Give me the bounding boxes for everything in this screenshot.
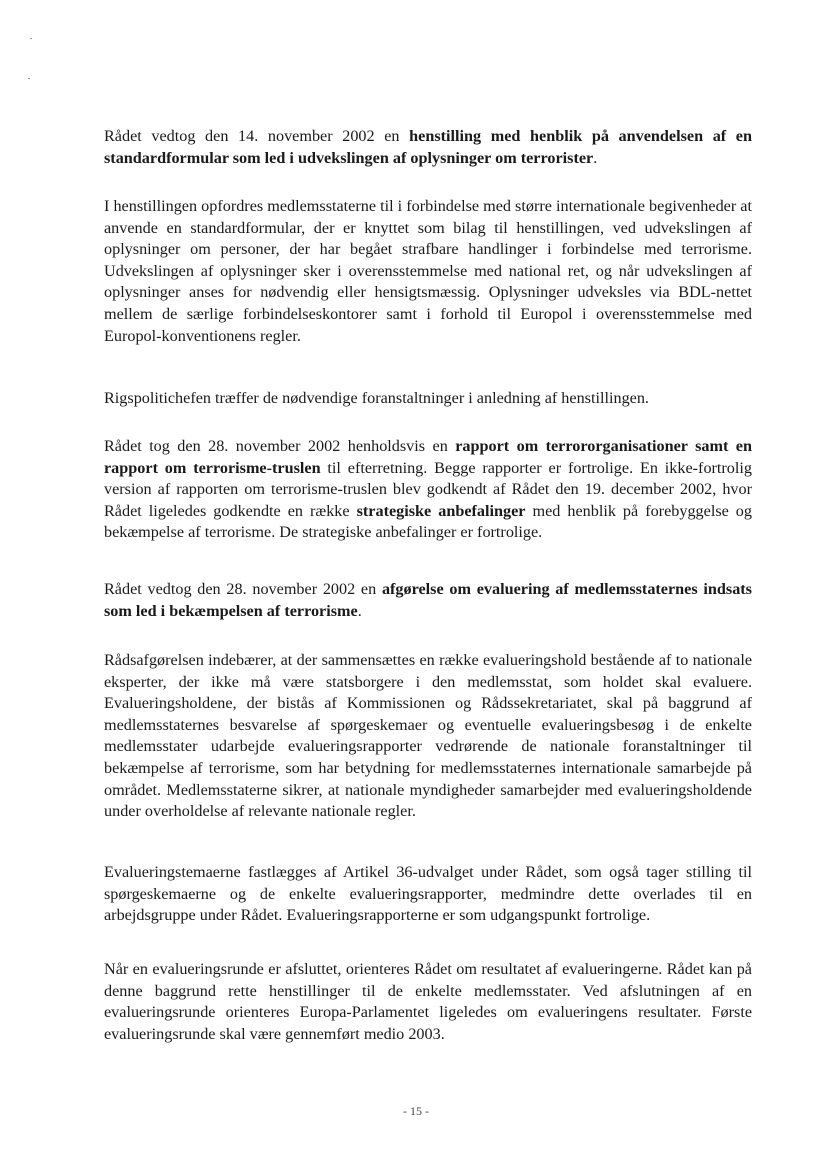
paragraph-4-text-a: Rådet tog den 28. november 2002 henholdsvis en: [104, 437, 456, 455]
paragraph-7: [104, 862, 752, 927]
paragraph-2: [104, 196, 752, 347]
paragraph-1-bold: henstilling med henblik på anvendelsen af en standardformular som led i udvekslingen af oplysninger om terrorister: [104, 127, 752, 167]
paragraph-4-bold-a: rapport om terrororganisationer samt en rapport om terrorisme-truslen: [104, 437, 752, 477]
paragraph-4-text-b: til efterretning. Begge rapporter er fortrolige. En ikke-fortrolig version af rapporten om terrorisme-truslen blev godkendt af Rådet den 19. december 2002, hvor Rådet ligeledes godkendte en række: [104, 458, 752, 520]
paragraph-1-end: .: [593, 148, 598, 167]
paragraph-5-end: .: [357, 601, 362, 620]
paragraph-7-text: Evalueringstemaerne fastlægges af Artikel 36-udvalget under Rådet, som også tager stilling til spørgeskemaerne og de enkelte evalueringsrapporter, medmindre dette overlades til en arbejdsgruppe under Rådet. Evalueringsrapporterne er som udgangspunkt fortrolige.: [104, 863, 752, 925]
paragraph-8-text: Når en evalueringsrunde er afsluttet, orienteres Rådet om resultatet af evalueringerne. Rådet kan på denne baggrund rette henstillinger til de enkelte medlemsstater. Ved afslutningen af en evalueringsrunde orienteres Europa-Parlamentet ligeledes om evalueringens resultater. Første evalueringsrunde skal være gennemført medio 2003.: [104, 960, 752, 1043]
paragraph-3-text: Rigspolitichefen træffer de nødvendige foranstaltninger i anledning af henstillingen.: [104, 389, 649, 407]
paragraph-1: [104, 126, 752, 169]
paragraph-4: [104, 436, 752, 544]
scan-speck: [28, 78, 30, 79]
paragraph-5-text: Rådet vedtog den 28. november 2002 en: [104, 580, 382, 598]
paragraph-4-text-c: med henblik på forebyggelse og bekæmpelse af terrorisme. De strategiske anbefalinger er fortrolige.: [104, 501, 752, 542]
paragraph-2-text: I henstillingen opfordres medlemsstaterne til i forbindelse med større internationale begivenheder at anvende en standardformular, der er knyttet som bilag til henstillingen, ved udvekslingen af oplysninger om personer, der har begået strafbare handlinger i forbindelse med terrorisme. Udvekslingen af oplysninger sker i overensstemmelse med national ret, og når udvekslingen af oplysninger anses for nødvendig eller hensigtsmæssig. Oplysninger udveksles via BDL-nettet mellem de særlige forbindelseskontorer samt i forhold til Europol i overensstemmelse med Europol-konventionens regler.: [104, 197, 752, 345]
paragraph-4-bold-b: strategiske anbefalinger: [356, 501, 526, 520]
scan-speck: [30, 38, 32, 39]
paragraph-1-text: Rådet vedtog den 14. november 2002 en: [104, 127, 410, 145]
paragraph-8: [104, 959, 752, 1045]
paragraph-5-bold: afgørelse om evaluering af medlemsstaternes indsats som led i bekæmpelsen af terrorisme: [104, 580, 752, 620]
paragraph-6: [104, 650, 752, 823]
page-number: - 15 -: [403, 1104, 429, 1118]
paragraph-3: [104, 388, 752, 410]
paragraph-6-text: Rådsafgørelsen indebærer, at der sammensættes en række evalueringshold bestående af to nationale eksperter, der ikke må være statsborgere i den medlemsstat, som holdet skal evaluere. Evalueringsholdene, der bistås af Kommissionen og Rådssekretariatet, skal på baggrund af medlemsstaternes besvarelse af spørgeskemaer og eventuelle evalueringsbesøg i de enkelte medlemsstater udarbejde evalueringsrapporter vedrørende de nationale foranstaltninger til bekæmpelse af terrorisme, som har betydning for medlemsstaternes internationale samarbejde på området. Medlemsstaterne sikrer, at nationale myndigheder samarbejder med evalueringsholdende under overholdelse af relevante nationale regler.: [104, 651, 752, 821]
paragraph-5: [104, 579, 752, 622]
